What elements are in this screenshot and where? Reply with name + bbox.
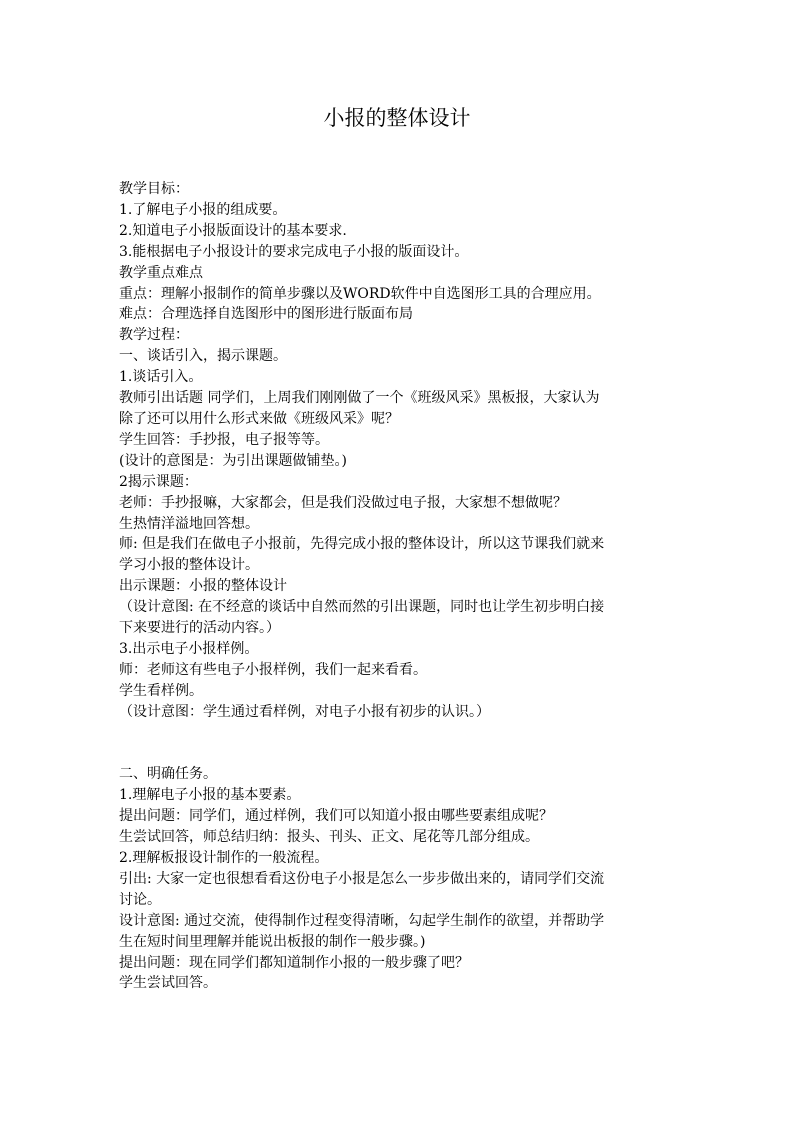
text-line: 教师引出话题 同学们，上周我们刚刚做了一个《班级风采》黑板报，大家认为 bbox=[119, 390, 600, 407]
text-line: 教学过程： bbox=[119, 327, 189, 344]
text-line: 难点：合理选择自选图形中的图形进行版面布局 bbox=[119, 306, 413, 323]
text-line: 2.理解板报设计制作的一般流程。 bbox=[119, 849, 329, 866]
text-line: 除了还可以用什么形式来做《班级风采》呢？ bbox=[119, 410, 399, 427]
text-line: 出示课题：小报的整体设计 bbox=[119, 578, 287, 595]
text-line: 教学目标： bbox=[119, 181, 189, 197]
text-line: 1.了解电子小报的组成要。 bbox=[119, 201, 287, 218]
text-line: 引出: 大家一定也很想看看这份电子小报是怎么一步步做出来的，请同学们交流 bbox=[119, 870, 605, 887]
text-line: 师: 但是我们在做电子小报前，先得完成小报的整体设计，所以这节课我们就来 bbox=[119, 536, 605, 553]
text-line: 生热情洋溢地回答想。 bbox=[119, 515, 259, 532]
text-line: 提出问题：同学们，通过样例，我们可以知道小报由哪些要素组成呢？ bbox=[119, 808, 553, 825]
text-line: 下来要进行的活动内容。） bbox=[119, 620, 280, 637]
document-title: 小报的整体设计 bbox=[323, 106, 471, 130]
text-line: 生在短时间里理解并能说出板报的制作一般步骤。) bbox=[119, 933, 426, 950]
text-line: 提出问题：现在同学们都知道制作小报的一般步骤了吧？ bbox=[119, 954, 469, 971]
text-line: 1.谈话引入。 bbox=[119, 369, 203, 386]
document-body bbox=[119, 179, 679, 994]
text-line: 学生看样例。 bbox=[119, 682, 203, 699]
text-line: 2.知道电子小报版面设计的基本要求. bbox=[119, 222, 347, 239]
text-line: 3.出示电子小报样例。 bbox=[119, 640, 259, 657]
text-line: 1.理解电子小报的基本要素。 bbox=[119, 787, 301, 804]
text-line: 设计意图: 通过交流，使得制作过程变得清晰，勾起学生制作的欲望，并帮助学 bbox=[119, 912, 605, 929]
blank-space bbox=[119, 723, 679, 765]
text-line: 重点：理解小报制作的简单步骤以及WORD软件中自选图形工具的合理应用。 bbox=[119, 285, 601, 302]
text-line: 学习小报的整体设计。 bbox=[119, 557, 259, 574]
text-line: 讨论。 bbox=[119, 891, 161, 908]
text-line: （设计意图: 在不经意的谈话中自然而然的引出课题，同时也让学生初步明白接 bbox=[119, 599, 605, 616]
text-line: 师：老师这有些电子小报样例，我们一起来看看。 bbox=[119, 661, 427, 678]
text-line: 2揭示课题： bbox=[119, 473, 198, 490]
text-line: 学生尝试回答。 bbox=[119, 975, 217, 992]
text-line: 3.能根据电子小报设计的要求完成电子小报的版面设计。 bbox=[119, 243, 469, 260]
text-line: 学生回答：手抄报，电子报等等。 bbox=[119, 431, 329, 448]
text-line: 一、谈话引入，揭示课题。 bbox=[119, 348, 287, 365]
text-line: 二、明确任务。 bbox=[119, 766, 217, 783]
text-line: 老师：手抄报嘛，大家都会，但是我们没做过电子报，大家想不想做呢？ bbox=[119, 494, 567, 511]
text-line: (设计的意图是：为引出课题做铺垫。) bbox=[119, 452, 347, 469]
text-line: 生尝试回答，师总结归纳：报头、刊头、正文、尾花等几部分组成。 bbox=[119, 829, 539, 846]
text-line: 教学重点难点 bbox=[119, 264, 203, 281]
text-line: （设计意图：学生通过看样例，对电子小报有初步的认识。） bbox=[119, 703, 490, 720]
